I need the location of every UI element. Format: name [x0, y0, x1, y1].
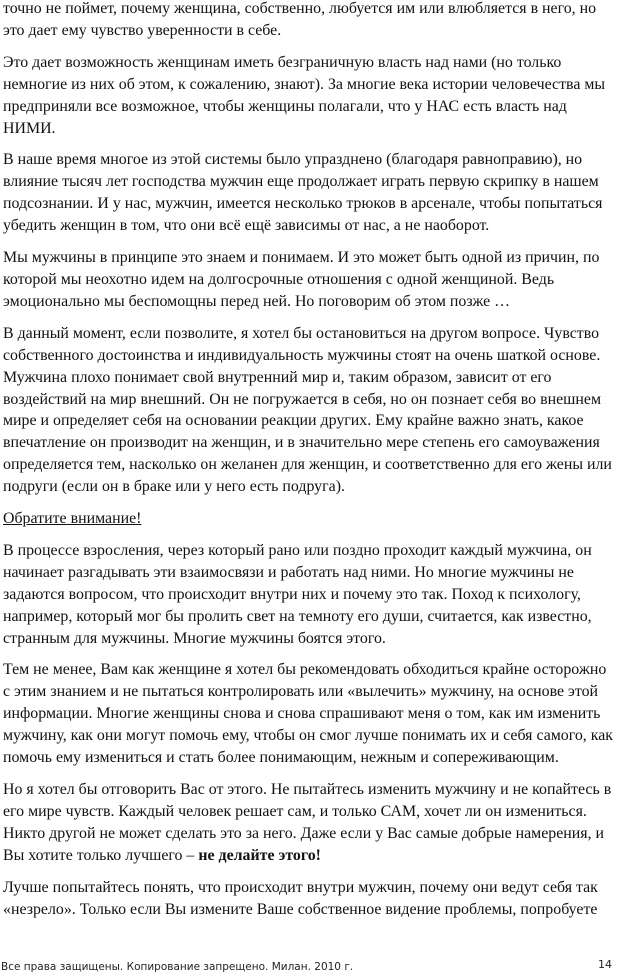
- paragraph-7: Тем не менее, Вам как женщине я хотел бы рекомендовать обходиться крайне осторожно с этим знанием и не пытаться контролировать или «вылечить» мужчину, на основе этой информации. Многие женщины снова и снова спрашивают меня о том, как им изменить мужчину, как они могут помочь ему, чтобы он смог лучше понимать их и себя самого, как помочь ему измениться и стать более понимающим, нежным и сопереживающим.: [3, 661, 614, 767]
- section-heading: Обратите внимание!: [3, 510, 142, 528]
- paragraph-1: точно не поймет, почему женщина, собственно, любуется им или влюбляется в него, но это дает ему чувство уверенности в себе.: [3, 0, 597, 39]
- paragraph-6: В процессе взросления, через который рано или поздно проходит каждый мужчина, он начинает разгадывать эти взаимосвязи и работать над ними. Но многие мужчины не задаются вопросом, что происходит внутри них и почему это так. Поход к психологу, например, который мог бы пролить свет на темноту его души, считается, как известно, странным для мужчины. Многие мужчины боятся этого.: [3, 541, 592, 647]
- paragraph-2: Это дает возможность женщинам иметь безграничную власть над нами (но только немногие из них об этом, к сожалению, знают). За многие века истории человечества мы предприняли все возможное, чтобы женщины полагали, что у НАС есть власть над НИМИ.: [3, 53, 606, 137]
- paragraph-8-text: Но я хотел бы отговорить Вас от этого. Не пытайтесь изменить мужчину и не копайтесь в его мире чувств. Каждый человек решает сам, и только САМ, хочет ли он измениться. Никто другой не может сделать это за него. Даже если у Вас самые добрые намерения, и Вы хотите только лучшего –: [3, 781, 612, 864]
- paragraph-8: [3, 779, 617, 867]
- paragraph-4: Мы мужчины в принципе это знаем и понимаем. И это может быть одной из причин, по которой мы неохотно идем на долгосрочные отношения с одной женщиной. Ведь эмоционально мы беспомощны перед ней. Но поговорим об этом позже …: [3, 249, 600, 310]
- footer-copyright: Все права защищены. Копирование запрещено. Милан. 2010 г.: [1, 961, 354, 973]
- page-number: 14: [598, 958, 612, 971]
- document-page: [3, 0, 617, 930]
- paragraph-9: Лучше попытайтесь понять, что происходит внутри мужчин, почему они ведут себя так «незрело». Только если Вы измените Ваше собственное видение проблемы, попробуете: [3, 878, 598, 918]
- paragraph-3: В наше время многое из этой системы было упразднено (благодаря равноправию), но влияние тысяч лет господства мужчин еще продолжает играть первую скрипку в нашем подсознании. И у нас, мужчин, имеется несколько трюков в арсенале, чтобы попытаться убедить женщин в том, что они всё ещё зависимы от нас, а не наоборот.: [3, 151, 603, 235]
- paragraph-8-bold: не делайте этого!: [198, 846, 321, 864]
- paragraph-5: В данный момент, если позволите, я хотел бы остановиться на другом вопросе. Чувство собственного достоинства и индивидуальность мужчины стоят на очень шаткой основе. Мужчина плохо понимает свой внутренний мир и, таким образом, зависит от его воздействий на мир внешний. Он не погружается в себя, но он познает себя во внешнем мире и определяет себя на основании реакции других. Ему крайне важно знать, какое впечатление он производит на женщин, и в значительно мере степень его самоуважения определяется тем, насколько он желанен для женщин, и соответственно для его жены или подруги (если он в браке или у него есть подруга).: [3, 324, 612, 496]
